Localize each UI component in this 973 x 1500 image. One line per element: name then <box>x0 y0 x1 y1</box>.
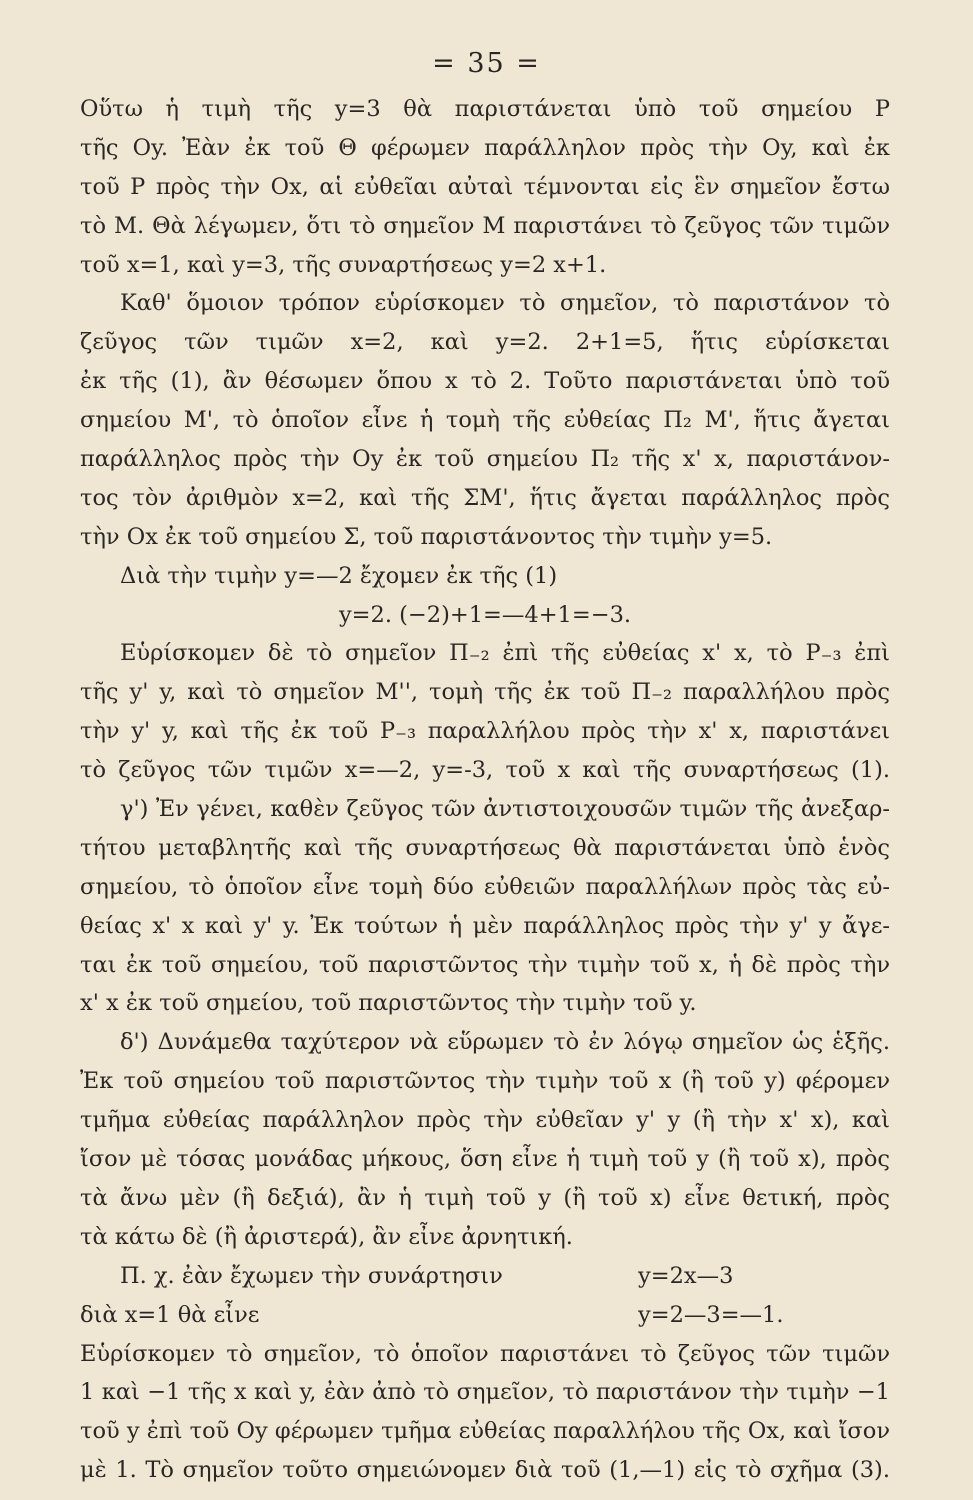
example-right-1: y=2x—3 <box>638 1262 734 1289</box>
example-row-2 <box>80 1296 890 1335</box>
text-line: τὴν y' y, καὶ τῆς ἐκ τοῦ Ρ₋₃ παραλλήλου πρὸς τὴν x' x, παριστάνει <box>80 718 890 745</box>
text-line: Εὑρίσκομεν τὸ σημεῖον, τὸ ὁποῖον παριστάνει τὸ ζεῦγος τῶν τιμῶν <box>80 1340 890 1367</box>
paragraph-block <box>80 90 890 1257</box>
text-line: τοῦ y ἐπὶ τοῦ Oy φέρωμεν τμῆμα εὐθείας παραλλήλου τῆς Ox, καὶ ἴσον <box>80 1418 890 1445</box>
text-line: Διὰ τὴν τιμὴν y=—2 ἔχομεν ἐκ τῆς (1) <box>120 562 558 589</box>
text-line: παράλληλος πρὸς τὴν Oy ἐκ τοῦ σημείου Π₂ τῆς x' x, παριστάνον- <box>80 446 890 473</box>
text-line: ται ἐκ τοῦ σημείου, τοῦ παριστῶντος τὴν τιμὴν τοῦ x, ἡ δὲ πρὸς τὴν <box>80 951 890 978</box>
text-line: τῆς y' y, καὶ τὸ σημεῖον Μ'', τομὴ τῆς ἐκ τοῦ Π₋₂ παραλλήλου πρὸς <box>80 679 890 706</box>
text-line: ἐκ τῆς (1), ἂν θέσωμεν ὅπου x τὸ 2. Τοῦτο παριστάνεται ὑπὸ τοῦ <box>80 368 890 395</box>
text-line: Οὕτω ἡ τιμὴ τῆς y=3 θὰ παριστάνεται ὑπὸ τοῦ σημείου Ρ <box>80 96 890 122</box>
text-line: τὰ κάτω δὲ (ἢ ἀριστερά), ἂν εἶνε ἀρνητική. <box>80 1223 573 1250</box>
closing-paragraph <box>80 1335 890 1491</box>
text-line: γ') Ἐν γένει, καθὲν ζεῦγος τῶν ἀντιστοιχουσῶν τιμῶν τῆς ἀνεξαρ- <box>120 796 890 823</box>
body-text <box>80 90 890 1490</box>
example-right-2: y=2—3=—1. <box>638 1301 784 1328</box>
text-line: τὸ ζεῦγος τῶν τιμῶν x=—2, y=-3, τοῦ x καὶ τῆς συναρτήσεως (1). <box>80 757 890 784</box>
text-line: τοῦ x=1, καὶ y=3, τῆς συναρτήσεως y=2 x+1. <box>80 251 607 278</box>
text-line: θείας x' x καὶ y' y. Ἐκ τούτων ἡ μὲν παράλληλος πρὸς τὴν y' y ἄγε- <box>80 912 890 939</box>
page-number: = 35 = <box>432 48 541 79</box>
text-line: ζεῦγος τῶν τιμῶν x=2, καὶ y=2. 2+1=5, ἥτις εὑρίσκεται <box>80 329 890 356</box>
text-line: τήτου μεταβλητῆς καὶ τῆς συναρτήσεως θὰ παριστάνεται ὑπὸ ἑνὸς <box>80 834 890 861</box>
text-line: 1 καὶ −1 τῆς x καὶ y, ἐὰν ἀπὸ τὸ σημεῖον, τὸ παριστάνον τὴν τιμὴν −1 <box>80 1379 890 1406</box>
text-line: τῆς Oy. Ἐὰν ἐκ τοῦ Θ φέρωμεν παράλληλον πρὸς τὴν Oy, καὶ ἐκ <box>80 134 890 161</box>
text-line: σημείου, τὸ ὁποῖον εἶνε τομὴ δύο εὐθειῶν παραλλήλων πρὸς τὰς εὐ- <box>80 873 890 900</box>
text-line: τος τὸν ἀριθμὸν x=2, καὶ τῆς ΣΜ', ἥτις ἄγεται παράλληλος πρὸς <box>80 484 890 511</box>
text-line: ἴσον μὲ τόσας μονάδας μήκους, ὅση εἶνε ἡ τιμὴ τοῦ y (ἢ τοῦ x), πρὸς <box>80 1146 890 1173</box>
text-line: Καθ' ὅμοιον τρόπον εὑρίσκομεν τὸ σημεῖον, τὸ παριστάνον τὸ <box>120 290 890 317</box>
text-line: μὲ 1. Τὸ σημεῖον τοῦτο σημειώνομεν διὰ τοῦ (1,—1) εἰς τὸ σχῆμα (3). <box>80 1457 890 1484</box>
text-line: τοῦ Ρ πρὸς τὴν Ox, αἱ εὐθεῖαι αὐταὶ τέμνονται εἰς ἓν σημεῖον ἔστω <box>80 173 890 200</box>
example-left-2: διὰ x=1 θὰ εἶνε <box>80 1301 260 1328</box>
text-line: σημείου Μ', τὸ ὁποῖον εἶνε ἡ τομὴ τῆς εὐθείας Π₂ Μ', ἥτις ἄγεται <box>80 407 890 434</box>
text-line: x' x ἐκ τοῦ σημείου, τοῦ παριστῶντος τὴν τιμὴν τοῦ y. <box>80 990 697 1017</box>
text-line: τὸ Μ. Θὰ λέγωμεν, ὅτι τὸ σημεῖον Μ παριστάνει τὸ ζεῦγος τῶν τιμῶν <box>80 212 890 239</box>
example-row-1 <box>80 1257 890 1296</box>
text-line: Εὑρίσκομεν δὲ τὸ σημεῖον Π₋₂ ἐπὶ τῆς εὐθείας x' x, τὸ Ρ₋₃ ἐπὶ <box>120 640 890 667</box>
text-line: τὴν Ox ἐκ τοῦ σημείου Σ, τοῦ παριστάνοντος τὴν τιμὴν y=5. <box>80 523 773 550</box>
text-line: τὰ ἄνω μὲν (ἢ δεξιά), ἂν ἡ τιμὴ τοῦ y (ἢ τοῦ x) εἶνε θετική, πρὸς <box>80 1184 890 1211</box>
example-left-1: Π. χ. ἐὰν ἔχωμεν τὴν συνάρτησιν <box>120 1262 503 1289</box>
text-line: δ') Δυνάμεθα ταχύτερον νὰ εὕρωμεν τὸ ἐν λόγῳ σημεῖον ὡς ἑξῆς. <box>120 1029 890 1056</box>
text-line: Ἐκ τοῦ σημείου τοῦ παριστῶντος τὴν τιμὴν τοῦ x (ἢ τοῦ y) φέρομεν <box>80 1068 890 1095</box>
text-line: τμῆμα εὐθείας παράλληλον πρὸς τὴν εὐθεῖαν y' y (ἢ τὴν x' x), καὶ <box>80 1107 890 1134</box>
text-line: y=2. (−2)+1=—4+1=−3. <box>338 601 632 628</box>
